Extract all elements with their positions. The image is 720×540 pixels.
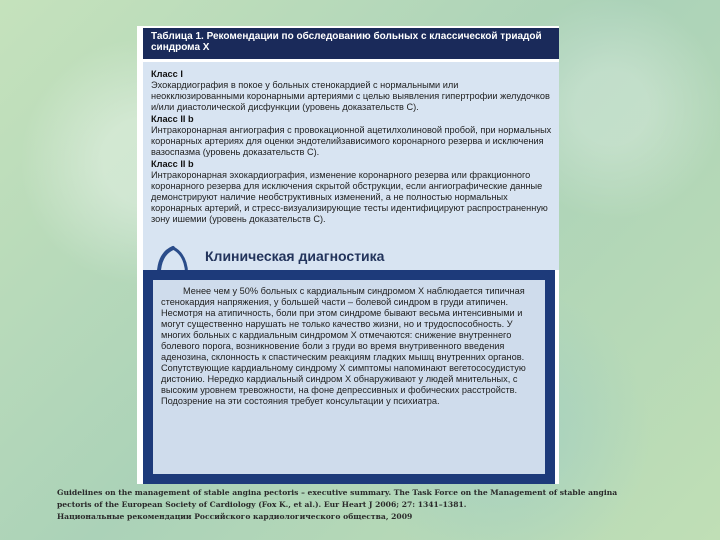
reference-line: pectoris of the European Society of Cardiology (Fox K., et al.). Eur Heart J 2006; 27: 1341–1381. (57, 500, 467, 509)
diagnostics-text: Менее чем у 50% больных с кардиальным синдромом Х наблюдается типичная стенокардия напряжения, у большей части – болевой синдром в груди атипичен. Несмотря на атипичность, боли при этом синдроме бывают весьма интенсивными и могут существенно нарушать не только качество жизни, но и трудоспособность. У многих больных с кардиальным синдромом Х отмечаются: снижение внутреннего болевого порога, возникновение боли з груди во время внутривенного введения аденозина, склонность к спастическим реакциям гладких мышц внутренних органов. Сопутствующие кардиальному синдрому Х симптомы напоминают вегетососудистую дистонию. Нередко кардиальный синдром Х обнаруживают у людей мнительных, с высоким уровнем тревожности, на фоне депрессивных и фобических расстройств. Подозрение на эти состояния требует консультации у психиатра. (161, 286, 526, 406)
class-text: Эхокардиография в покое у больных стенокардией с нормальными или неокклюзированными коронарными артериями с целью выявления гипертрофии желудочков и/или диастолической дисфункции (уровень доказательств С). (151, 80, 550, 112)
table-header: Таблица 1. Рекомендации по обследованию больных с классической триадой синдрома Х (143, 28, 559, 59)
class-text: Интракоронарная ангиография с провокационной ацетилхолиновой пробой, при нормальных коронарных артериях для оценки эндотелийзависимого коронарного резерва и исключения вазоспазма (уровень доказательств С). (151, 125, 552, 157)
reference-line: Guidelines on the management of stable angina pectoris – executive summary. The Task Force on the Management of stable angina (57, 488, 618, 497)
class-title: Класс II b (151, 114, 194, 124)
reference-footer (57, 487, 687, 523)
table-body (143, 62, 559, 270)
reference-line: Национальные рекомендации Российского кардиологического общества, 2009 (57, 512, 413, 521)
diagnostics-box (153, 280, 545, 474)
diagnostics-panel (143, 270, 555, 484)
class-title: Класс II b (151, 159, 194, 169)
slide-image (137, 26, 559, 484)
class-title: Класс I (151, 69, 183, 79)
class-text: Интракоронарная эхокардиография, изменение коронарного резерва или фракционного коронарного резерва для исключения скрытой обструкции, если ангиографические данные демонстрируют наличие необструктивных изменений, а не полностью нормальных коронарных артерий, и стресс-визуализирующие тесты идентифицируют распространенную зону ишемии (уровень доказательств С). (151, 170, 548, 224)
diagnostics-title: Клиническая диагностика (205, 248, 385, 264)
